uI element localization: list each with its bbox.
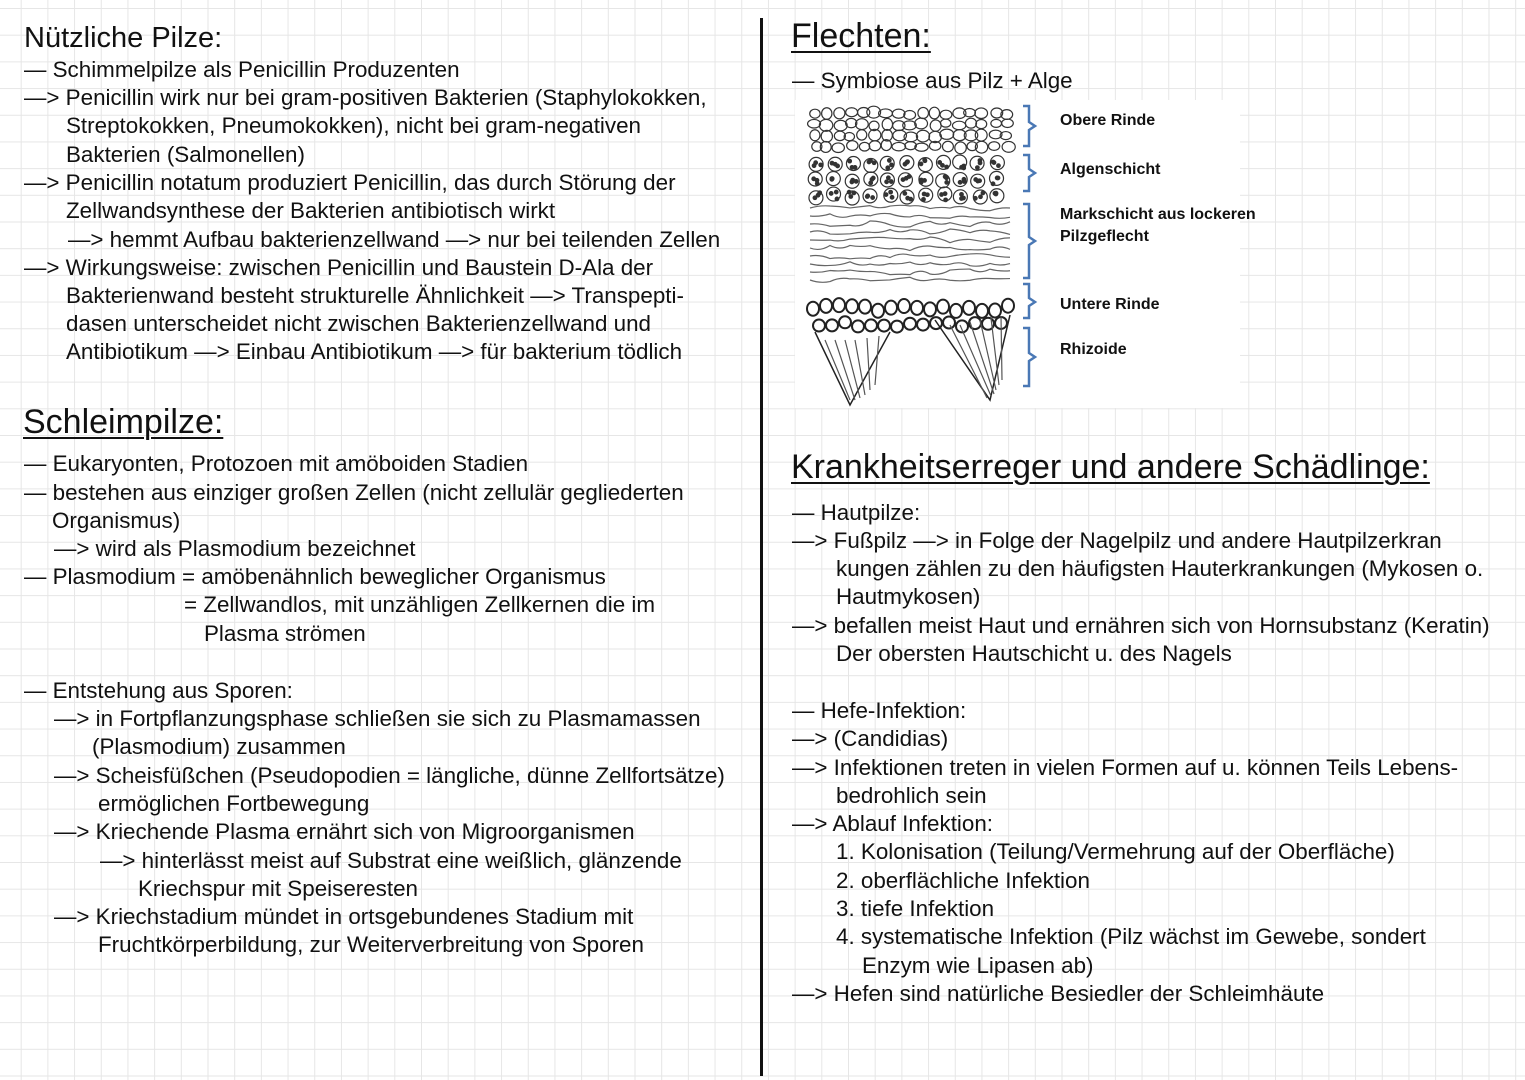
algae-nucleus xyxy=(889,180,893,184)
cell xyxy=(975,108,988,119)
cell xyxy=(1002,141,1015,152)
cell xyxy=(878,320,890,332)
note-line: = Zellwandlos, mit unzähligen Zellkernen die im xyxy=(184,592,656,617)
note-line: 3. tiefe Infektion xyxy=(836,896,995,921)
cell xyxy=(852,320,864,332)
note-line: —> Kriechende Plasma ernährt sich von Migroorganismen xyxy=(54,819,635,844)
note-line: kungen zählen zu den häufigsten Hauterkrankungen (Mykosen o. xyxy=(836,556,1484,581)
algae-nucleus xyxy=(854,180,858,184)
algae-nucleus xyxy=(889,190,893,194)
algae-nucleus xyxy=(923,158,927,162)
algae-nucleus xyxy=(945,181,949,185)
cell xyxy=(940,129,954,139)
algae-nucleus xyxy=(885,180,889,184)
algae-nucleus xyxy=(853,166,857,170)
figure-label-untere-rinde: Untere Rinde xyxy=(1060,296,1160,313)
note-line: 2. oberflächliche Infektion xyxy=(836,868,1090,893)
hypha xyxy=(810,205,1010,210)
cell xyxy=(807,302,819,316)
cell xyxy=(892,142,906,150)
cell xyxy=(955,142,967,154)
cell xyxy=(937,300,949,314)
cell xyxy=(963,301,975,315)
cell xyxy=(857,130,867,140)
cell xyxy=(834,108,845,119)
algae-nucleus xyxy=(834,190,838,194)
algae-nucleus xyxy=(871,196,875,200)
hypha xyxy=(810,269,1010,275)
note-line: —> Scheisfüßchen (Pseudopodien = längliche, dünne Zellfortsätze) xyxy=(54,763,725,788)
cell xyxy=(891,321,903,333)
cell xyxy=(930,120,941,131)
cell xyxy=(1002,299,1014,313)
note-line: Streptokokken, Pneumokokken), nicht bei gram-negativen xyxy=(66,113,642,138)
heading-nuetzliche-pilze: Nützliche Pilze: xyxy=(24,22,223,54)
hypha xyxy=(810,254,1010,259)
cell xyxy=(847,141,858,151)
cell xyxy=(869,141,881,151)
cell xyxy=(904,110,916,119)
note-line: Antibiotikum —> Einbau Antibiotikum —> für bakterium tödlich xyxy=(66,339,683,364)
cell xyxy=(898,299,910,313)
note-line: (Plasmodium) zusammen xyxy=(92,734,346,759)
algae-nucleus xyxy=(991,182,995,186)
algae-nucleus xyxy=(997,164,1001,168)
cell xyxy=(820,299,832,313)
note-line: — Hefe-Infektion: xyxy=(792,698,967,723)
algae-nucleus xyxy=(819,163,823,167)
cell xyxy=(882,118,892,130)
cell xyxy=(833,298,845,312)
algae-nucleus xyxy=(829,192,833,196)
note-line: —> Ablauf Infektion: xyxy=(792,811,994,836)
note-line: —> hinterlässt meist auf Substrat eine weißlich, glänzende xyxy=(100,848,682,873)
figure-label-pilzgeflecht: Pilzgeflecht xyxy=(1060,228,1149,245)
cell xyxy=(942,141,953,152)
note-line: Organismus) xyxy=(52,508,181,533)
cell xyxy=(839,316,851,328)
algae-nucleus xyxy=(981,191,985,195)
algae-nucleus xyxy=(906,160,910,164)
cell xyxy=(991,119,1002,127)
note-line: —> in Fortpflanzungsphase schließen sie sich zu Plasmamassen xyxy=(54,706,701,731)
algae-nucleus xyxy=(865,195,869,199)
note-line: —> hemmt Aufbau bakterienzellwand —> nur bei teilenden Zellen xyxy=(68,227,721,252)
note-line: Bakterienwand besteht strukturelle Ähnlichkeit —> Transpepti- xyxy=(66,283,684,308)
cell xyxy=(989,303,1001,317)
note-line: Der obersten Hautschicht u. des Nagels xyxy=(836,641,1232,666)
cell xyxy=(917,319,929,331)
note-line: —> Fußpilz —> in Folge der Nagelpilz und andere Hautpilzerkran xyxy=(792,528,1442,553)
algae-nucleus xyxy=(833,162,837,166)
cell xyxy=(865,319,877,331)
algae-nucleus xyxy=(890,163,894,167)
cell xyxy=(904,318,916,330)
algae-nucleus xyxy=(962,178,966,182)
algae-nucleus xyxy=(945,165,949,169)
cell xyxy=(950,304,962,318)
brace-icons xyxy=(1023,106,1035,386)
cell xyxy=(988,142,999,151)
cell xyxy=(832,143,844,153)
figure-label-obere-rinde: Obere Rinde xyxy=(1060,112,1156,129)
lichen-illustration xyxy=(795,100,1240,408)
cell xyxy=(965,118,976,128)
algae-nucleus xyxy=(941,164,945,168)
cell xyxy=(846,299,858,313)
algae-nucleus xyxy=(849,195,853,199)
algae-nucleus xyxy=(835,197,839,201)
algae-nucleus xyxy=(976,166,980,170)
algae-nucleus xyxy=(903,192,907,196)
algae-nucleus xyxy=(884,193,888,197)
algae-nucleus xyxy=(888,159,892,163)
note-line: Plasma strömen xyxy=(204,621,366,646)
note-line: —> Kriechstadium mündet in ortsgebundenes Stadium mit xyxy=(54,904,634,929)
figure-label-markschicht: Markschicht aus lockeren xyxy=(1060,206,1256,223)
cell xyxy=(940,110,952,119)
algae-nucleus xyxy=(978,161,982,165)
note-line: — Schimmelpilze als Penicillin Produzenten xyxy=(24,57,460,82)
note-line: ermöglichen Fortbewegung xyxy=(98,791,370,816)
note-line: — Symbiose aus Pilz + Alge xyxy=(792,68,1073,93)
hypha xyxy=(810,213,1010,218)
note-line: Hautmykosen) xyxy=(836,584,981,609)
algae-nucleus xyxy=(922,192,926,196)
algae-nucleus xyxy=(887,176,891,180)
cell xyxy=(808,119,821,128)
algae-nucleus xyxy=(909,197,913,201)
note-line: —> Infektionen treten in vielen Formen auf u. können Teils Lebens- xyxy=(792,755,1459,780)
algae-nucleus xyxy=(818,191,822,195)
hypha xyxy=(810,237,1010,243)
note-line: — bestehen aus einziger großen Zellen (nicht zellulär gegliederten xyxy=(24,480,684,505)
algae-nucleus xyxy=(944,198,948,202)
cell xyxy=(826,319,838,331)
algae-nucleus xyxy=(922,198,926,202)
algae-nucleus xyxy=(850,180,854,184)
cell xyxy=(911,301,923,315)
figure-label-algenschicht: Algenschicht xyxy=(1060,161,1161,178)
cell xyxy=(821,130,832,142)
hypha xyxy=(810,277,1010,282)
algae-nucleus xyxy=(958,181,962,185)
note-line: —> wird als Plasmodium bezeichnet xyxy=(54,536,416,561)
note-line: —> Wirkungsweise: zwischen Penicillin und Baustein D-Ala der xyxy=(24,255,654,280)
note-line: Bakterien (Salmonellen) xyxy=(66,142,305,167)
hypha xyxy=(810,245,1010,250)
cell xyxy=(976,119,987,128)
note-line: Kriechspur mit Speiseresten xyxy=(138,876,419,901)
cell xyxy=(952,121,965,130)
algae-nucleus xyxy=(869,181,873,185)
algae-nucleus xyxy=(993,192,997,196)
cell xyxy=(859,142,869,151)
note-line: bedrohlich sein xyxy=(836,783,987,808)
algae-nucleus xyxy=(814,161,818,165)
algae-nucleus xyxy=(830,178,834,182)
cell xyxy=(813,320,825,332)
cell xyxy=(976,304,988,318)
cell xyxy=(975,129,987,141)
note-line: —> befallen meist Haut und ernähren sich von Hornsubstanz (Keratin) xyxy=(792,613,1490,638)
algae-nucleus xyxy=(974,178,978,182)
hypha xyxy=(810,221,1010,227)
hypha xyxy=(810,229,1010,234)
cell xyxy=(822,108,832,120)
note-line: —> Penicillin notatum produziert Penicillin, das durch Störung der xyxy=(24,170,676,195)
note-line: Zellwandsynthese der Bakterien antibiotisch wirkt xyxy=(66,198,556,223)
cell xyxy=(943,317,955,329)
algae-nucleus xyxy=(867,160,871,164)
cell xyxy=(846,108,858,117)
cell xyxy=(855,119,868,130)
cell xyxy=(819,119,832,131)
cell xyxy=(941,119,951,127)
algae-nucleus xyxy=(992,161,996,165)
algae-nucleus xyxy=(886,166,890,170)
algae-nucleus xyxy=(960,193,964,197)
cell xyxy=(1002,119,1014,127)
algae-nucleus xyxy=(919,162,923,166)
column-divider xyxy=(760,18,763,1076)
cell xyxy=(810,109,820,118)
figure-label-rhizoide: Rhizoide xyxy=(1060,341,1127,358)
algae-nucleus xyxy=(890,196,894,200)
cell xyxy=(872,304,884,318)
algae-nucleus xyxy=(945,176,949,180)
algae-nucleus xyxy=(901,178,905,182)
cell xyxy=(810,130,820,141)
algae-nucleus xyxy=(812,177,816,181)
heading-krankheitserreger: Krankheitserreger und andere Schädlinge: xyxy=(791,448,1430,486)
hypha xyxy=(810,262,1010,266)
note-line: —> (Candidias) xyxy=(792,726,949,751)
algae-nucleus xyxy=(848,159,852,163)
note-line: — Hautpilze: xyxy=(792,500,921,525)
note-line: 4. systematische Infektion (Pilz wächst im Gewebe, sondert xyxy=(836,924,1426,949)
cell xyxy=(859,300,871,314)
algae-nucleus xyxy=(962,196,966,200)
algae-nucleus xyxy=(815,182,819,186)
algae-nucleus xyxy=(847,190,851,194)
cell xyxy=(929,107,939,119)
note-line: Fruchtkörperbildung, zur Weiterverbreitung von Sporen xyxy=(98,932,644,957)
note-line: —> Hefen sind natürliche Besiedler der Schleimhäute xyxy=(792,981,1325,1006)
cell xyxy=(915,118,928,129)
note-line: Enzym wie Lipasen ab) xyxy=(862,953,1094,978)
cell xyxy=(924,302,936,316)
heading-schleimpilze: Schleimpilze: xyxy=(23,403,224,441)
algae-nucleus xyxy=(974,196,978,200)
cell xyxy=(916,130,929,142)
note-line: —> Penicillin wirk nur bei gram-positiven Bakterien (Staphylokokken, xyxy=(24,85,707,110)
lichen-cross-section-figure xyxy=(795,100,1256,408)
heading-flechten: Flechten: xyxy=(791,17,931,55)
algae-nucleus xyxy=(872,161,876,165)
note-line: — Eukaryonten, Protozoen mit amöboiden Stadien xyxy=(24,451,529,476)
algae-nucleus xyxy=(919,180,923,184)
note-line: — Entstehung aus Sporen: xyxy=(24,678,293,703)
algae-nucleus xyxy=(852,191,856,195)
note-line: — Plasmodium = amöbenähnlich beweglicher Organismus xyxy=(24,564,606,589)
cell xyxy=(892,109,905,118)
algae-nucleus xyxy=(979,195,983,199)
note-line: 1. Kolonisation (Teilung/Vermehrung auf der Oberfläche) xyxy=(836,839,1395,864)
algae-nucleus xyxy=(943,192,947,196)
algae-nucleus xyxy=(996,176,1000,180)
cell xyxy=(885,301,897,315)
note-line: dasen unterscheidet nicht zwischen Bakterienzellwand und xyxy=(66,311,651,336)
cell xyxy=(918,107,929,118)
algae-nucleus xyxy=(960,166,964,170)
cell xyxy=(915,143,928,151)
